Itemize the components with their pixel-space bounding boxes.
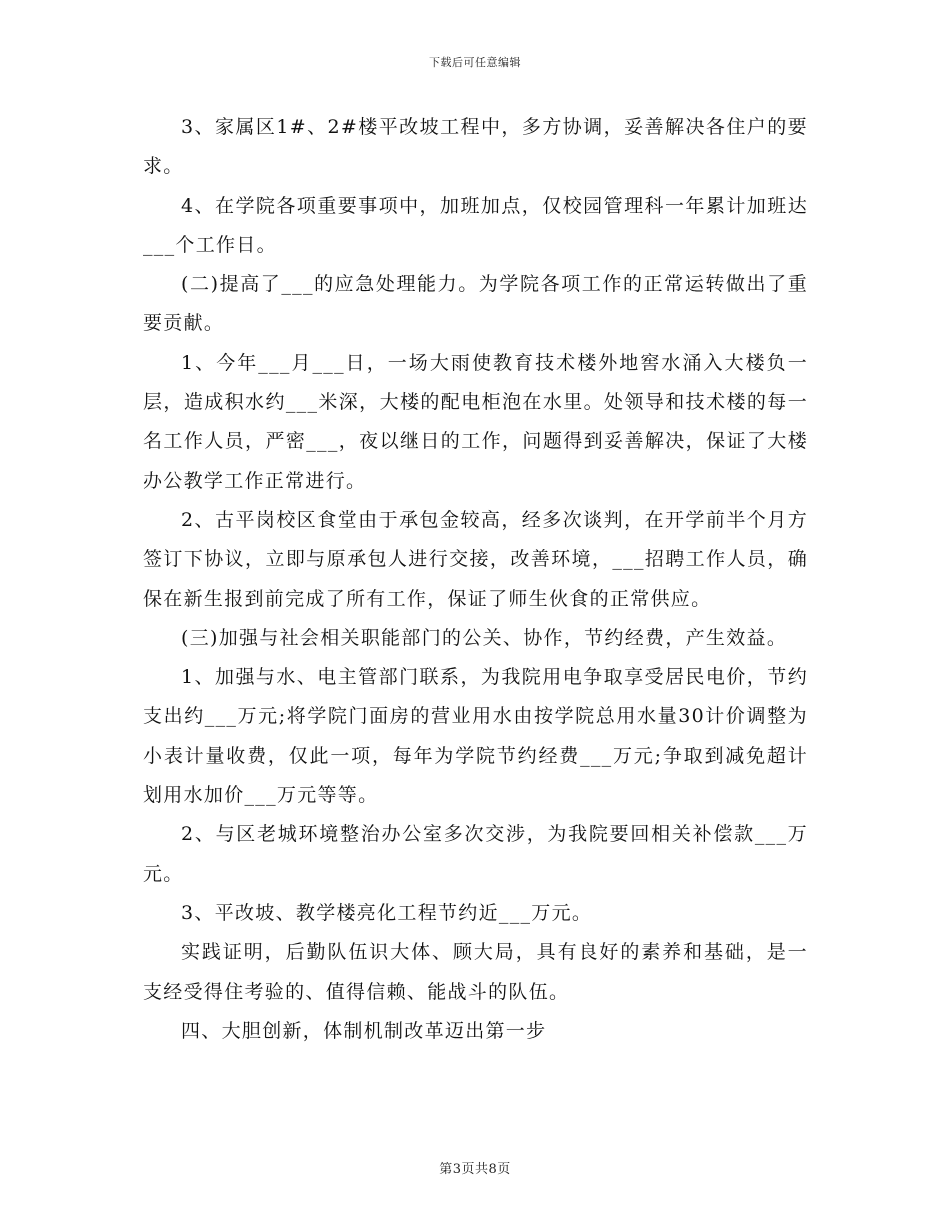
- paragraph: 实践证明，后勤队伍识大体、顾大局，具有良好的素养和基础，是一支经受得住考验的、值得信赖、能战斗的队伍。: [143, 941, 808, 1003]
- paragraph: 3、平改坡、教学楼亮化工程节约近___万元。: [181, 901, 593, 924]
- paragraph: (三)加强与社会相关职能部门的公关、协作，节约经费，产生效益。: [181, 626, 788, 649]
- paragraph: (二)提高了___的应急处理能力。为学院各项工作的正常运转做出了重要贡献。: [143, 273, 808, 335]
- paragraph: 1、今年___月___日，一场大雨使教育技术楼外地窖水涌入大楼负一层，造成积水约___米深，大楼的配电柜泡在水里。处领导和技术楼的每一名工作人员，严密___，夜以继日的工作，问题得到妥善解决，保证了大楼办公教学工作正常进行。: [143, 351, 808, 492]
- document-body: [143, 108, 808, 1051]
- paragraph: 2、与区老城环境整治办公室多次交涉，为我院要回相关补偿款___万元。: [143, 823, 808, 885]
- paragraph: 2、古平岗校区食堂由于承包金较高，经多次谈判，在开学前半个月方签订下协议，立即与原承包人进行交接，改善环境，___招聘工作人员，确保在新生报到前完成了所有工作，保证了师生伙食的正常供应。: [143, 508, 808, 610]
- paragraph: 1、加强与水、电主管部门联系，为我院用电争取享受居民电价，节约支出约___万元;将学院门面房的营业用水由按学院总用水量30计价调整为小表计量收费，仅此一项，每年为学院节约经费___万元;争取到减免超计划用水加价___万元等等。: [143, 666, 808, 807]
- page-header: 下载后可任意编辑: [429, 56, 521, 69]
- paragraph: 4、在学院各项重要事项中，加班加点，仅校园管理科一年累计加班达___个工作日。: [143, 194, 808, 256]
- section-heading: 四、大胆创新，体制机制改革迈出第一步: [181, 1019, 547, 1042]
- paragraph: 3、家属区1#、2#楼平改坡工程中，多方协调，妥善解决各住户的要求。: [143, 116, 808, 178]
- page-footer: 第3页共8页: [439, 1162, 511, 1177]
